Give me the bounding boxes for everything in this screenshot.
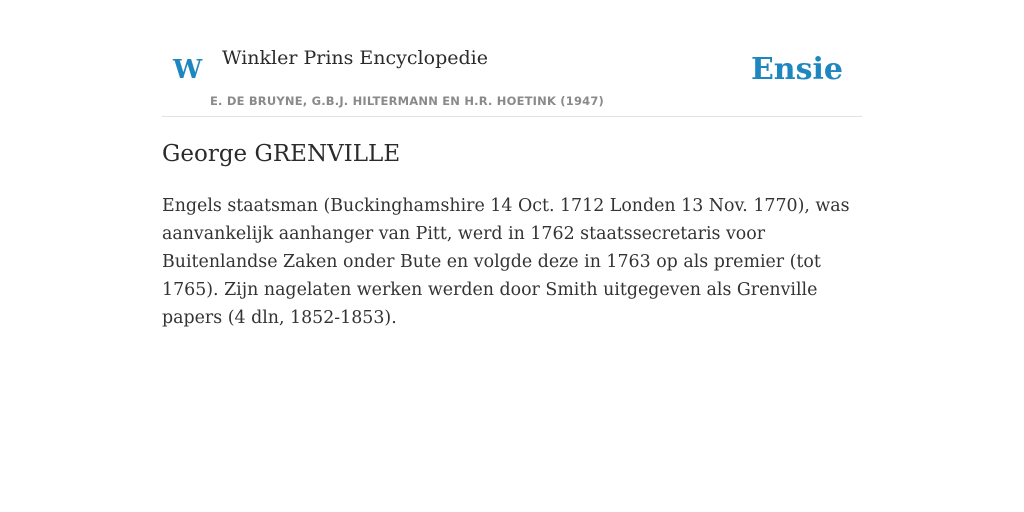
source-header [162,36,862,117]
source-title-link[interactable]: Winkler Prins Encyclopedie [222,47,488,69]
article-body: Engels staatsman (Buckinghamshire 14 Oct. 1712 Londen 13 Nov. 1770), was aanvankelijk aanhanger van Pitt, werd in 1762 staatssecretaris voor Buitenlandse Zaken onder Bute en volgde deze in 1763 op als premier (tot 1765). Zijn nagelaten werken werden door Smith uitgegeven als Grenville papers (4 dln, 1852-1853). [162,196,850,328]
article-title: George GRENVILLE [162,141,401,167]
winkler-prins-logo[interactable]: W [173,55,203,85]
source-authors: E. DE BRUYNE, G.B.J. HILTERMANN EN H.R. HOETINK (1947) [210,94,605,108]
ensie-logo[interactable]: Ensie [750,52,843,87]
